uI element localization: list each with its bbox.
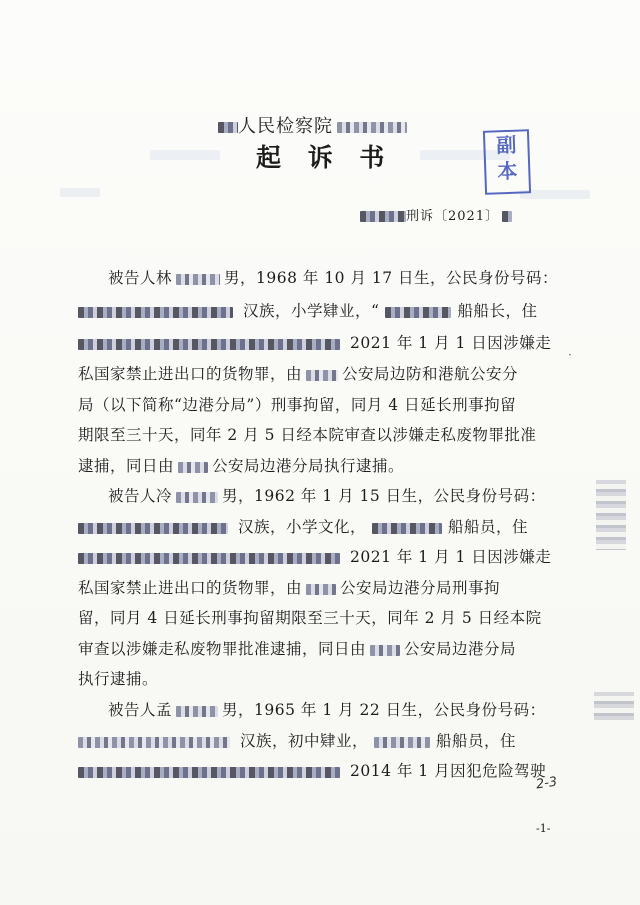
text-line-11: 私国家禁止进出口的货物罪，由 公安局边港分局刑事拘 <box>78 579 501 597</box>
redaction <box>360 211 406 222</box>
text-line-5: 局（以下简称“边港分局”）刑事拘留，同月 4 日延长刑事拘留 <box>78 396 517 414</box>
redaction <box>78 523 228 534</box>
text-line-1: 被告人林 男，1968 年 10 月 17 日生，公民身份号码： <box>108 269 559 287</box>
margin-mark: · <box>568 348 572 362</box>
stamp-text-top: 副 <box>495 132 517 158</box>
text-line-3: 2021 年 1 月 1 日因涉嫌走 <box>78 331 558 353</box>
scan-artifact <box>60 188 100 197</box>
redaction <box>78 737 230 748</box>
redaction <box>502 211 512 222</box>
text-line-16: 汉族，初中肄业， 船船员，住 <box>78 729 558 751</box>
procuratorate-name <box>218 112 407 138</box>
text-line-14: 执行逮捕。 <box>78 670 159 688</box>
redaction <box>337 122 407 133</box>
handwritten-mark: 2-3 <box>535 774 559 793</box>
redaction <box>218 122 238 133</box>
text-line-2: 汉族，小学肄业，“ 船船长，住 <box>78 299 558 321</box>
stamp-text-bottom: 本 <box>496 158 518 184</box>
redaction <box>78 307 233 318</box>
redaction <box>176 274 220 285</box>
page-number: -1- <box>536 822 551 835</box>
text-line-4: 私国家禁止进出口的货物罪，由 公安局边防和港航公安分 <box>78 365 519 383</box>
redaction <box>176 492 218 503</box>
text-line-7: 逮捕，同日由 公安局边港分局执行逮捕。 <box>78 457 405 475</box>
office-text: 人民检察院 <box>238 116 333 137</box>
document-number <box>360 205 512 224</box>
text-line-8: 被告人冷 男，1962 年 1 月 15 日生，公民身份号码： <box>108 487 546 505</box>
redaction <box>306 584 336 595</box>
document-title: 起 诉 书 <box>256 143 394 172</box>
doc-number-text: 刑诉〔2021〕 <box>406 209 500 224</box>
redaction <box>372 523 442 534</box>
scan-artifact <box>150 150 220 160</box>
redaction <box>594 692 634 720</box>
redaction <box>78 767 340 778</box>
redaction <box>370 645 400 656</box>
redaction <box>385 307 451 318</box>
text-line-12: 留，同月 4 日延长刑事拘留期限至三十天，同年 2 月 5 日经本院 <box>78 609 542 627</box>
text-line-10: 2021 年 1 月 1 日因涉嫌走 <box>78 545 558 567</box>
text-line-13: 审查以涉嫌走私废物罪批准逮捕，同日由 公安局边港分局 <box>78 640 517 658</box>
text-line-17: 2014 年 1 月因犯危险驾驶 <box>78 759 558 781</box>
text-line-9: 汉族，小学文化， 船船员，住 <box>78 515 558 537</box>
redaction <box>178 462 208 473</box>
text-line-6: 期限至三十天，同年 2 月 5 日经本院审查以涉嫌走私废物罪批准 <box>78 426 537 444</box>
copy-stamp <box>483 129 531 195</box>
redaction <box>596 480 626 550</box>
redaction <box>306 370 338 381</box>
redaction <box>78 339 340 350</box>
text-line-15: 被告人孟 男，1965 年 1 月 22 日生，公民身份号码： <box>108 701 546 719</box>
redaction <box>78 553 340 564</box>
redaction <box>374 737 430 748</box>
redaction <box>176 706 218 717</box>
